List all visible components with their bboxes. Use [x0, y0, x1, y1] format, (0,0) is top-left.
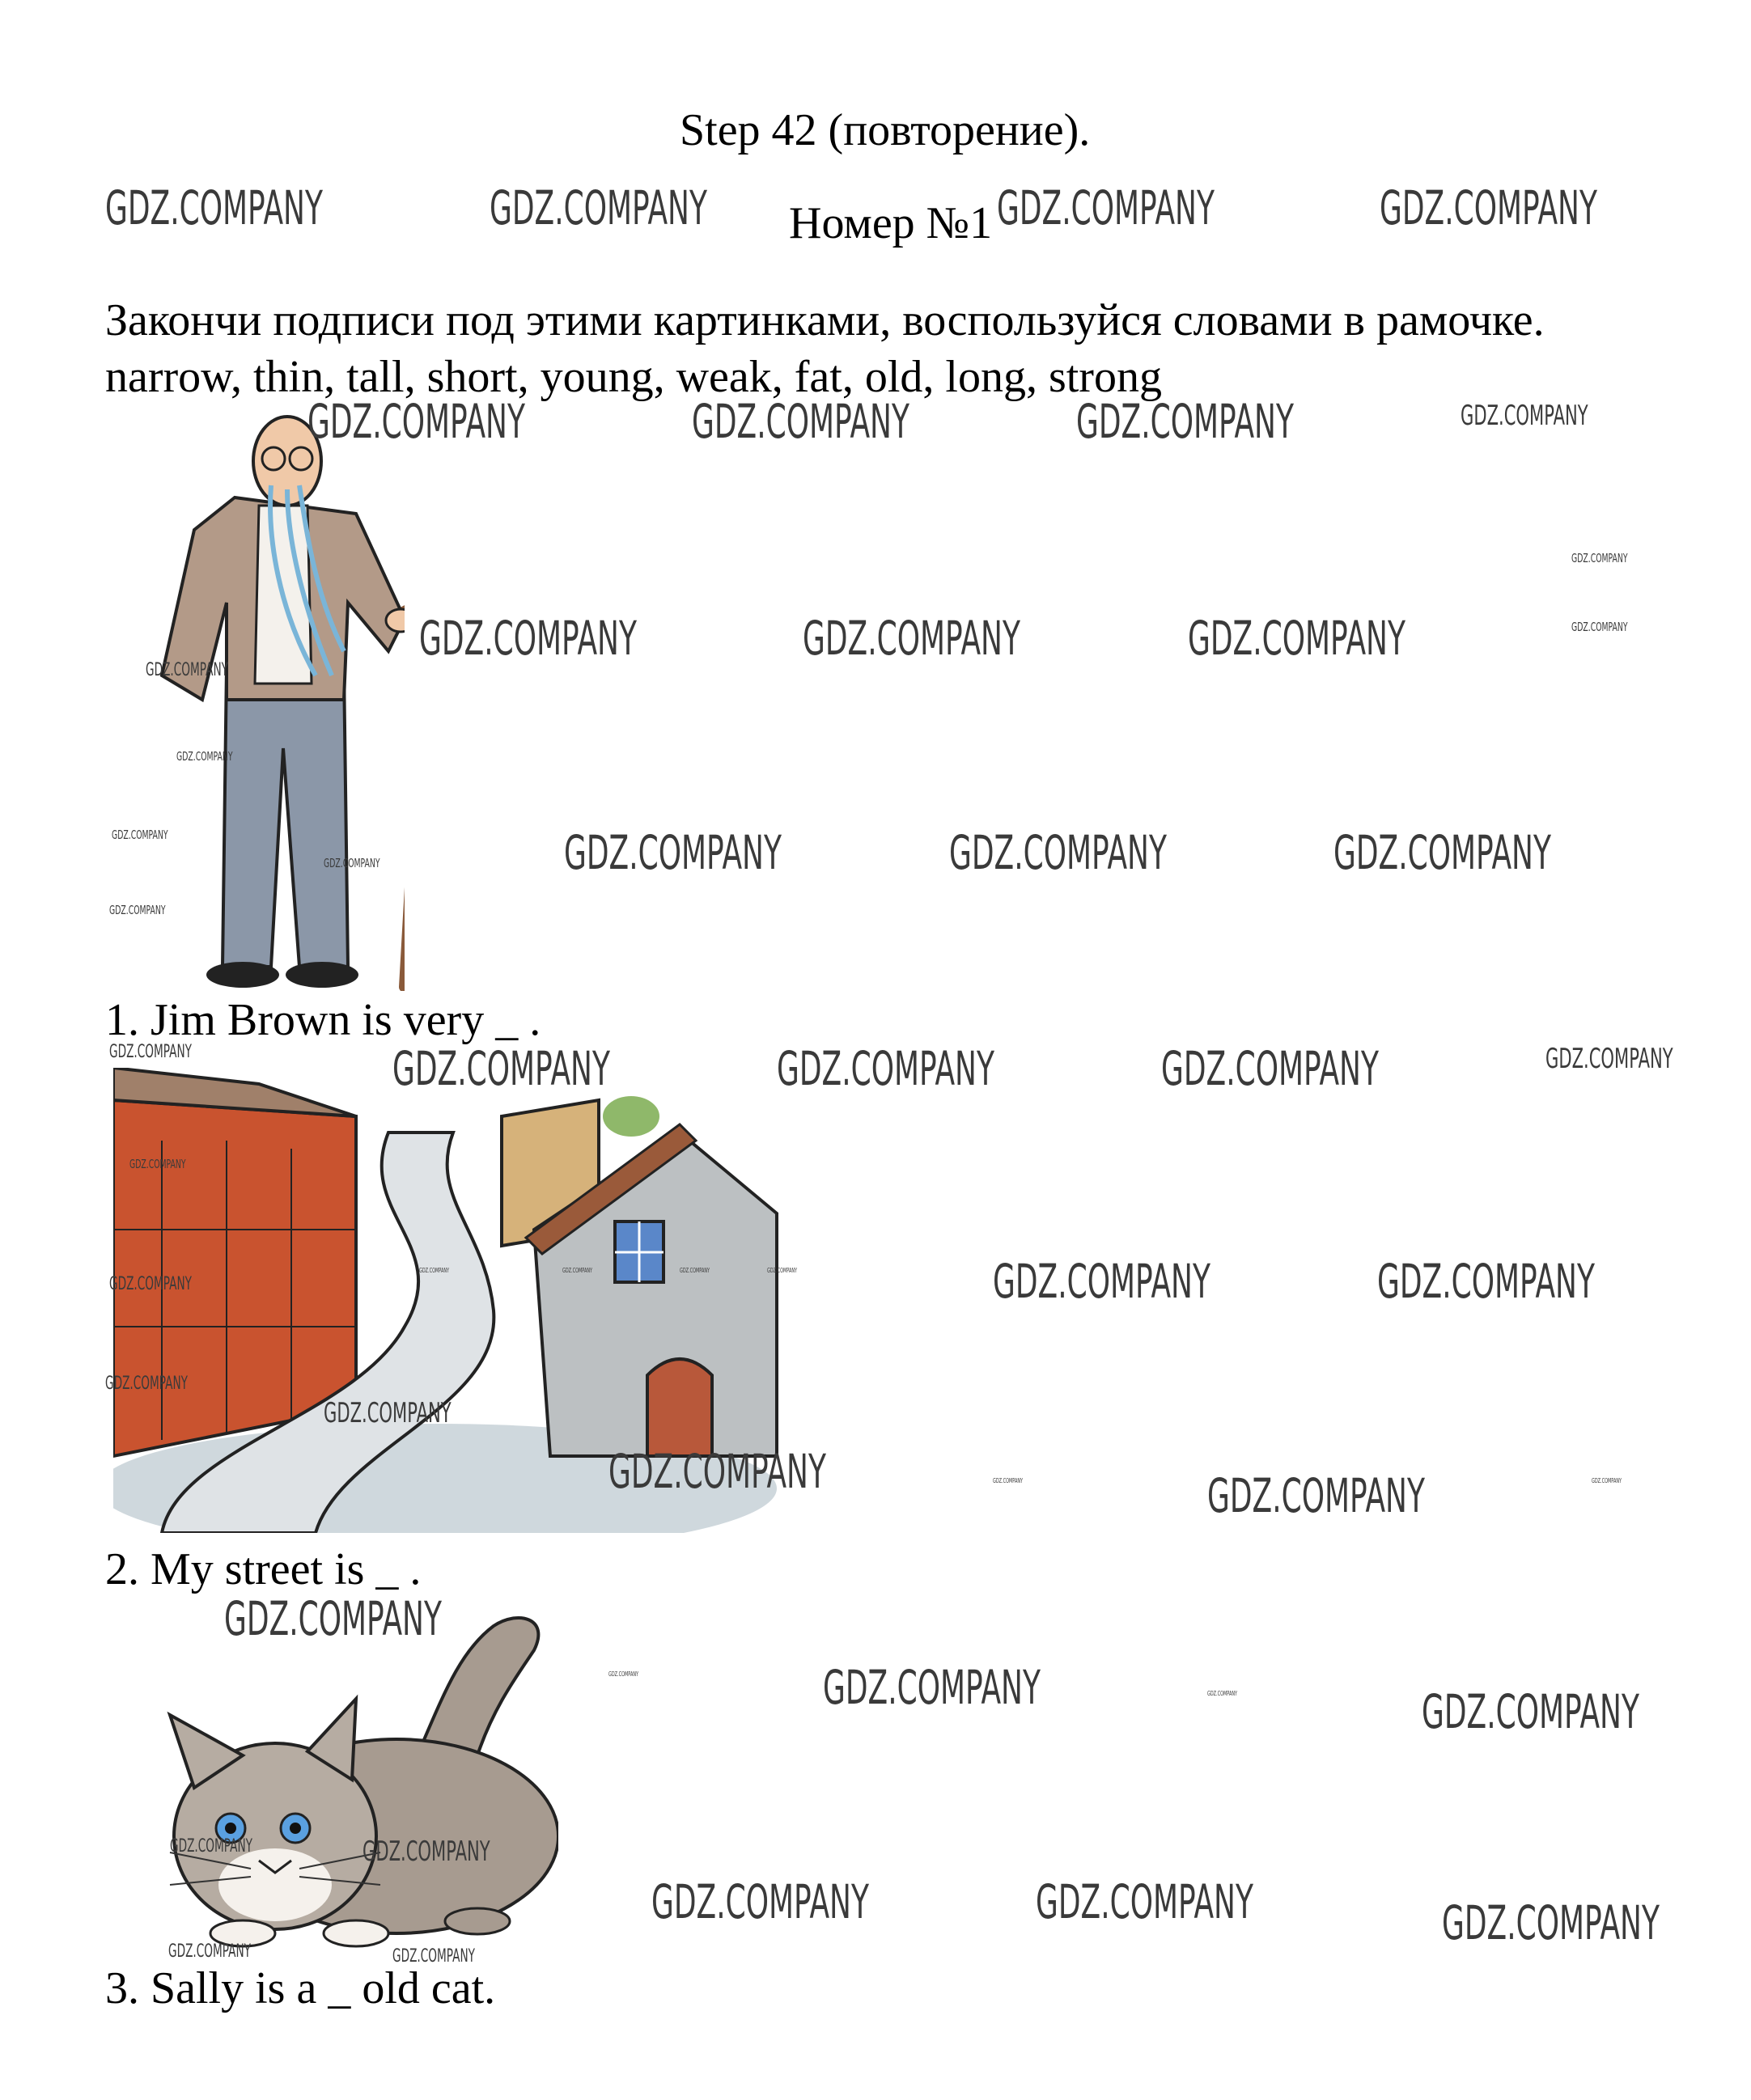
watermark: GDZ.COMPANY	[109, 1274, 193, 1294]
caption-3: 3. Sally is a _ old cat.	[105, 1963, 496, 2013]
fat-cat-illustration	[154, 1591, 558, 1950]
watermark: GDZ.COMPANY	[1380, 180, 1597, 235]
watermark: GDZ.COMPANY	[1188, 611, 1405, 666]
watermark: GDZ.COMPANY	[608, 1670, 639, 1678]
watermark: GDZ.COMPANY	[392, 1946, 476, 1967]
watermark: GDZ.COMPANY	[692, 394, 909, 449]
watermark: GDZ.COMPANY	[146, 660, 229, 680]
watermark: GDZ.COMPANY	[1161, 1041, 1379, 1096]
watermark: GDZ.COMPANY	[993, 1477, 1024, 1484]
watermark: GDZ.COMPANY	[651, 1874, 869, 1929]
watermark: GDZ.COMPANY	[1545, 1043, 1673, 1075]
watermark: GDZ.COMPANY	[324, 1397, 452, 1429]
watermark: GDZ.COMPANY	[1377, 1254, 1595, 1309]
watermark: GDZ.COMPANY	[1571, 620, 1628, 634]
watermark: GDZ.COMPANY	[823, 1660, 1041, 1715]
watermark: GDZ.COMPANY	[112, 828, 168, 842]
watermark: GDZ.COMPANY	[1036, 1874, 1253, 1929]
watermark: GDZ.COMPANY	[1461, 400, 1588, 432]
watermark: GDZ.COMPANY	[362, 1835, 490, 1868]
watermark: GDZ.COMPANY	[608, 1444, 826, 1499]
watermark: GDZ.COMPANY	[1076, 394, 1294, 449]
caption-1: 1. Jim Brown is very _ .	[105, 995, 541, 1045]
watermark: GDZ.COMPANY	[777, 1041, 994, 1096]
watermark: GDZ.COMPANY	[949, 825, 1167, 880]
watermark: GDZ.COMPANY	[562, 1267, 593, 1274]
watermark: GDZ.COMPANY	[1592, 1477, 1622, 1484]
watermark: GDZ.COMPANY	[564, 825, 782, 880]
watermark: GDZ.COMPANY	[1207, 1690, 1238, 1697]
task-instruction: Закончи подписи под этими картинками, воспользуйся словами в рамочке.	[105, 295, 1545, 345]
number-label: Номер №1	[789, 198, 993, 248]
watermark: GDZ.COMPANY	[170, 1836, 253, 1857]
watermark: GDZ.COMPANY	[176, 749, 233, 764]
watermark: GDZ.COMPANY	[224, 1591, 442, 1646]
word-bank: narrow, thin, tall, short, young, weak, fat, old, long, strong	[105, 352, 1162, 402]
watermark: GDZ.COMPANY	[1422, 1684, 1639, 1739]
watermark: GDZ.COMPANY	[392, 1041, 610, 1096]
watermark: GDZ.COMPANY	[105, 180, 323, 235]
watermark: GDZ.COMPANY	[419, 1267, 450, 1274]
caption-2: 2. My street is _ .	[105, 1544, 422, 1594]
watermark: GDZ.COMPANY	[997, 180, 1215, 235]
watermark: GDZ.COMPANY	[109, 1042, 193, 1062]
watermark: GDZ.COMPANY	[419, 611, 637, 666]
watermark: GDZ.COMPANY	[680, 1267, 710, 1274]
watermark: GDZ.COMPANY	[993, 1254, 1210, 1309]
watermark: GDZ.COMPANY	[324, 856, 380, 870]
watermark: GDZ.COMPANY	[129, 1157, 186, 1171]
watermark: GDZ.COMPANY	[105, 1374, 189, 1394]
step-title: Step 42 (повторение).	[680, 105, 1091, 155]
watermark: GDZ.COMPANY	[1333, 825, 1551, 880]
watermark: GDZ.COMPANY	[1571, 551, 1628, 565]
watermark: GDZ.COMPANY	[767, 1267, 798, 1274]
watermark: GDZ.COMPANY	[109, 903, 166, 917]
watermark: GDZ.COMPANY	[1207, 1468, 1425, 1523]
watermark: GDZ.COMPANY	[168, 1941, 252, 1962]
watermark: GDZ.COMPANY	[307, 394, 525, 449]
watermark: GDZ.COMPANY	[1442, 1895, 1660, 1950]
watermark: GDZ.COMPANY	[490, 180, 707, 235]
watermark: GDZ.COMPANY	[803, 611, 1020, 666]
